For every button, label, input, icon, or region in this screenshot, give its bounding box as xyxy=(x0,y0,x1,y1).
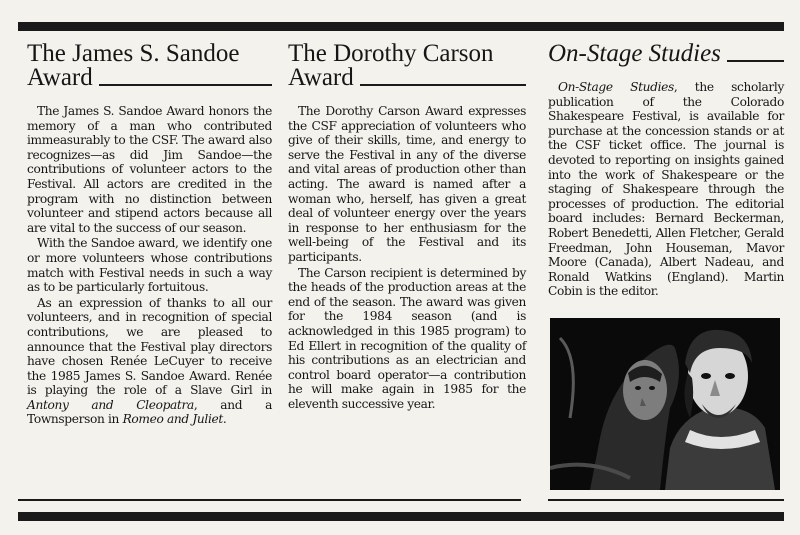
onstage-studies-body xyxy=(548,80,784,299)
paragraph: The Carson recipient is determined by the heads of the production areas at the end of the season. The award was given for the 1984 season (and is acknowledged in this 1985 program) to Ed Ellert in recognition of the quality of his contributions as an electrician and control board operator—a contribution he will make again in 1985 for the eleventh successive year. xyxy=(288,265,526,411)
onstage-studies-heading: On-Stage Studies xyxy=(548,42,784,66)
sandoe-award-body xyxy=(27,104,272,427)
heading-underline xyxy=(99,84,272,86)
carson-award-heading xyxy=(288,42,526,90)
carson-award-column xyxy=(288,42,526,411)
shakespeare-portrait-photo xyxy=(550,318,780,490)
footer-rule-right xyxy=(548,499,784,501)
paragraph: The James S. Sandoe Award honors the memory of a man who contributed immeasurably to the CSF. The award also recognizes—as did Jim Sandoe—the contributions of volunteer actors to the Festival. All actors are credited in the program with no distinction between volunteer and stipend actors because all are vital to the success of our season. xyxy=(27,104,272,235)
heading-underline xyxy=(727,60,784,62)
carson-heading-line1: The Dorothy Carson xyxy=(288,40,494,67)
sandoe-award-column xyxy=(27,42,272,427)
paragraph: With the Sandoe award, we identify one or more volunteers whose contributions match with Festival needs in such a way as to be particularly fortuitous. xyxy=(27,236,272,295)
play-title: Romeo and Juliet xyxy=(122,412,223,427)
sandoe-award-heading xyxy=(27,42,272,90)
heading-underline xyxy=(360,84,526,86)
paragraph: On-Stage Studies, the scholarly publication of the Colorado Shakespeare Festival, is available for purchase at the concession stands or at the CSF ticket office. The journal is devoted to reporting on insights gained into the work of Shakespeare or the staging of Shakespeare through the processes of production. The editorial board includes: Bernard Beckerman, Robert Benedetti, Allen Fletcher, Gerald Freedman, John Houseman, Mavor Moore (Canada), Albert Nadeau, and Ronald Watkins (England). Martin Cobin is the editor. xyxy=(548,80,784,299)
play-title: Antony and Cleopatra xyxy=(27,397,194,412)
bottom-rule xyxy=(18,512,784,521)
sandoe-heading-line2: Award xyxy=(27,64,93,91)
carson-award-body xyxy=(288,104,526,411)
sandoe-heading-line1: The James S. Sandoe xyxy=(27,40,240,67)
journal-title: On-Stage Studies xyxy=(558,80,674,94)
top-rule xyxy=(18,22,784,31)
shakespeare-portrait-illustration xyxy=(550,318,780,490)
paragraph: As an expression of thanks to all our volunteers, and in recognition of special contributions, we are pleased to announce that the Festival play directors have chosen Renée LeCuyer to receive the 1985 James S. Sandoe Award. Renée is playing the role of a Slave Girl in Antony and Cleopatra, and a Townsperson in Romeo and Juliet. xyxy=(27,295,272,427)
carson-heading-line2: Award xyxy=(288,64,354,91)
footer-rule-left xyxy=(18,499,521,501)
paragraph: The Dorothy Carson Award expresses the CSF appreciation of volunteers who give of their skills, time, and energy to serve the Festival in any of the diverse and vital areas of production other than acting. The award is named after a woman who, herself, has given a great deal of volunteer energy over the years in response to her enthusiasm for the well-being of the Festival and its participants. xyxy=(288,104,526,264)
onstage-studies-column xyxy=(548,42,784,299)
